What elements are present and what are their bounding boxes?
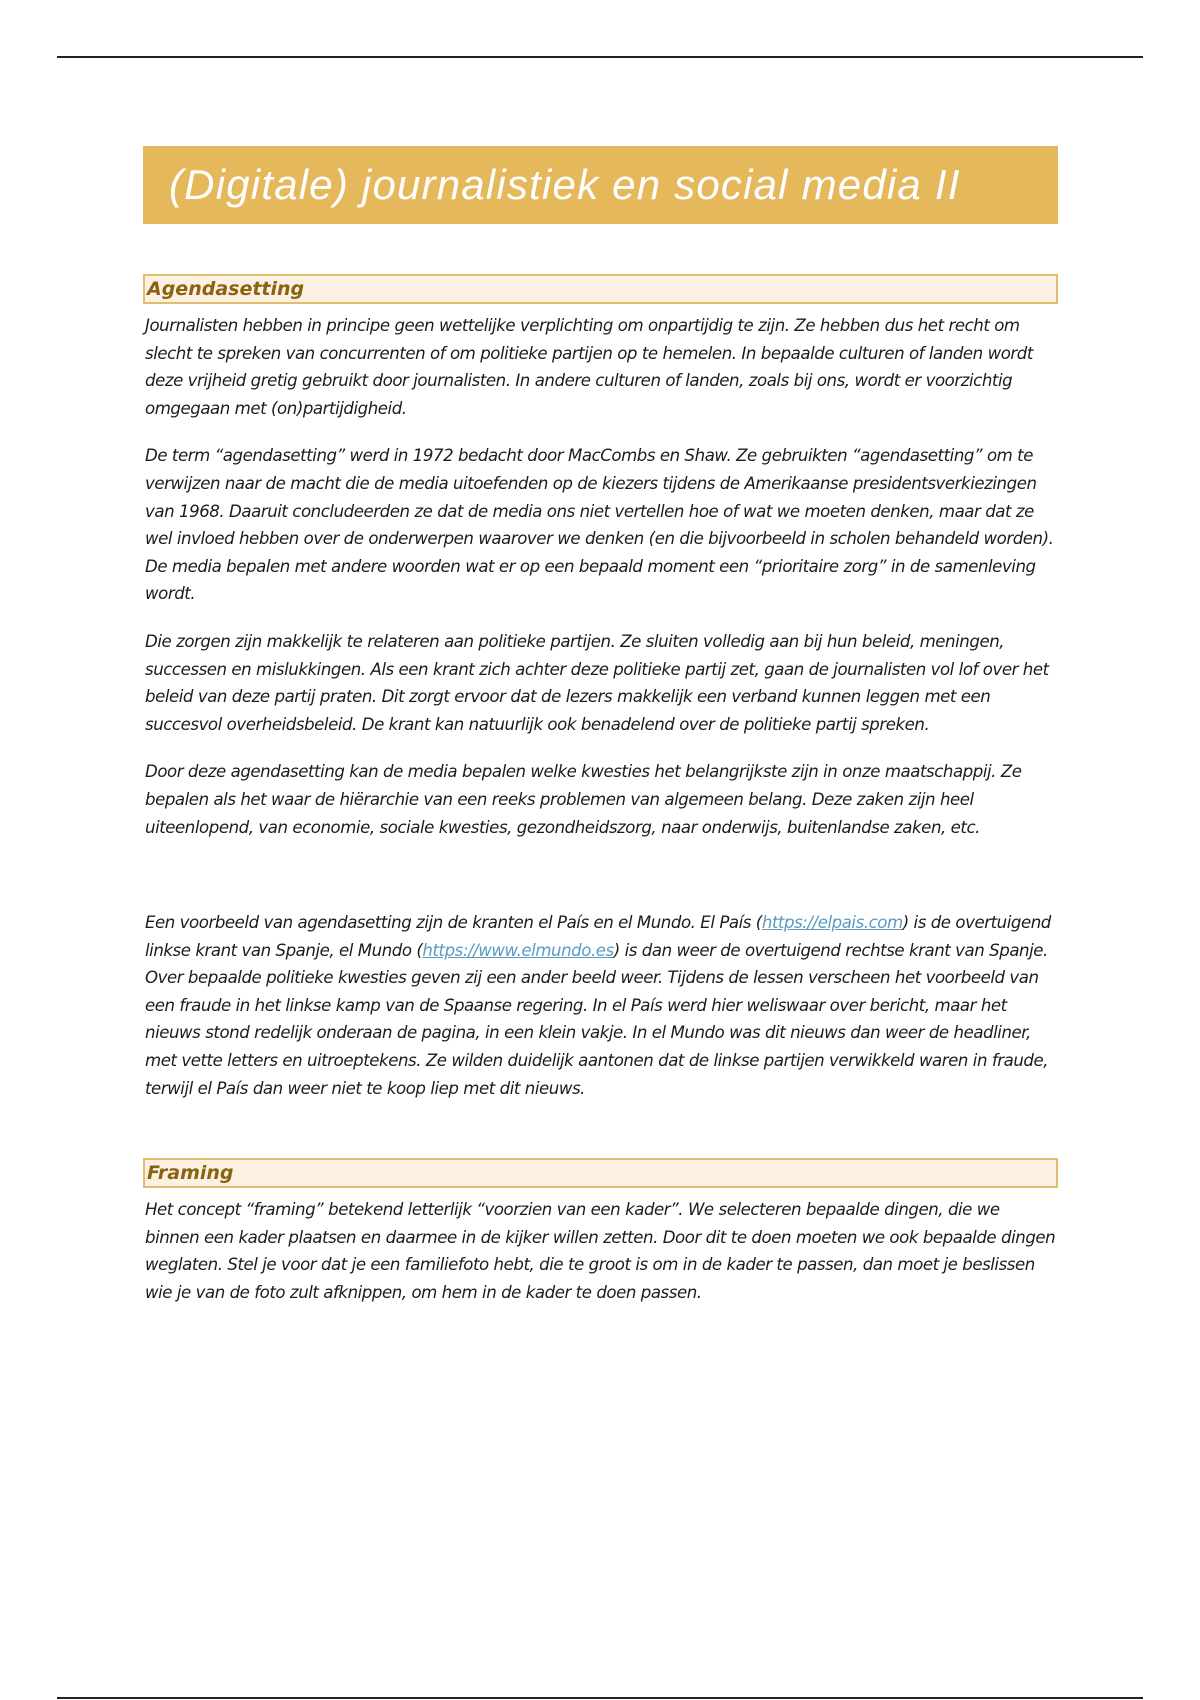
blank-space bbox=[143, 1122, 1058, 1158]
section-heading-framing bbox=[143, 1158, 1058, 1188]
title-banner bbox=[143, 146, 1058, 224]
example-paragraph bbox=[145, 909, 1058, 1102]
paragraph: Journalisten hebben in principe geen wettelijke verplichting om onpartijdig te zijn. Ze hebben dus het recht om slecht te spreken van concurrenten of om politieke partijen op te hemelen. In bepaalde culturen of landen wordt deze vrijheid gretig gebruikt door journalisten. In andere culturen of landen, zoals bij ons, wordt er voorzichtig omgegaan met (on)partijdigheid. bbox=[145, 316, 1033, 418]
elmundo-link[interactable]: https://www.elmundo.es bbox=[422, 940, 614, 960]
elpais-link[interactable]: https://elpais.com bbox=[761, 913, 903, 933]
footer-rule bbox=[57, 1697, 1143, 1699]
document-body bbox=[143, 146, 1058, 1327]
example-text: Een voorbeeld van agendasetting zijn de kranten el País en el Mundo. El País ( bbox=[145, 913, 762, 933]
paragraph: De term “agendasetting” werd in 1972 bedacht door MacCombs en Shaw. Ze gebruikten “agendasetting” om te verwijzen naar de macht die de media uitoefenden op de kiezers tijdens de Amerikaanse presidentsverkiezingen van 1968. Daaruit concludeerden ze dat de media ons niet vertellen hoe of wat we moeten denken, maar dat ze wel invloed hebben over de onderwerpen waarover we denken (en die bijvoorbeeld in scholen behandeld worden). De media bepalen met andere woorden wat er op een bepaald moment een “prioritaire zorg” in de samenleving wordt. bbox=[145, 446, 1054, 604]
header-rule bbox=[57, 56, 1143, 58]
section-heading-label: Agendasetting bbox=[147, 278, 305, 300]
section-heading-agendasetting bbox=[143, 274, 1058, 304]
example-text: ) is de overtuigend linkse krant van Spanje, el Mundo ( bbox=[145, 913, 1051, 960]
document-title: (Digitale) journalistiek en social media II bbox=[169, 161, 961, 208]
paragraph: Die zorgen zijn makkelijk te relateren aan politieke partijen. Ze sluiten volledig aan bij hun beleid, meningen, successen en mislukkingen. Als een krant zich achter deze politieke partij zet, gaan de journalisten vol lof over het beleid van deze partij praten. Dit zorgt ervoor dat de lezers makkelijk een verband kunnen leggen met een succesvol overheidsbeleid. De krant kan natuurlijk ook benadelend over de politieke partij spreken. bbox=[145, 631, 1049, 734]
example-text: ) is dan weer de overtuigend rechtse krant van Spanje. Over bepaalde politieke kwesties geven zij een ander beeld weer. Tijdens de lessen verscheen het voorbeeld van een fraude in het linkse kamp van de Spaanse regering. In el País werd hier weliswaar over bericht, maar het nieuws stond redelijk onderaan de pagina, in een klein vakje. In el Mundo was dit nieuws dan weer de headliner, met vette letters en uitroeptekens. Ze wilden duidelijk aantonen dat de linkse partijen verwikkeld waren in fraude, terwijl el País dan weer niet te koop liep met dit nieuws. bbox=[145, 940, 1049, 1098]
blank-space bbox=[143, 861, 1058, 909]
paragraph: Het concept “framing” betekend letterlijk “voorzien van een kader”. We selecteren bepaalde dingen, die we binnen een kader plaatsen en daarmee in de kijker willen zetten. Door dit te doen moeten we ook bepaalde dingen weglaten. Stel je voor dat je een familiefoto hebt, die te groot is om in de kader te passen, dan moet je beslissen wie je van de foto zult afknippen, om hem in de kader te doen passen. bbox=[145, 1200, 1056, 1303]
paragraph: Door deze agendasetting kan de media bepalen welke kwesties het belangrijkste zijn in onze maatschappij. Ze bepalen als het waar de hiërarchie van een reeks problemen van algemeen belang. Deze zaken zijn heel uiteenlopend, van economie, sociale kwesties, gezondheidszorg, naar onderwijs, buitenlandse zaken, etc. bbox=[145, 762, 1022, 837]
section-heading-label: Framing bbox=[147, 1162, 234, 1185]
